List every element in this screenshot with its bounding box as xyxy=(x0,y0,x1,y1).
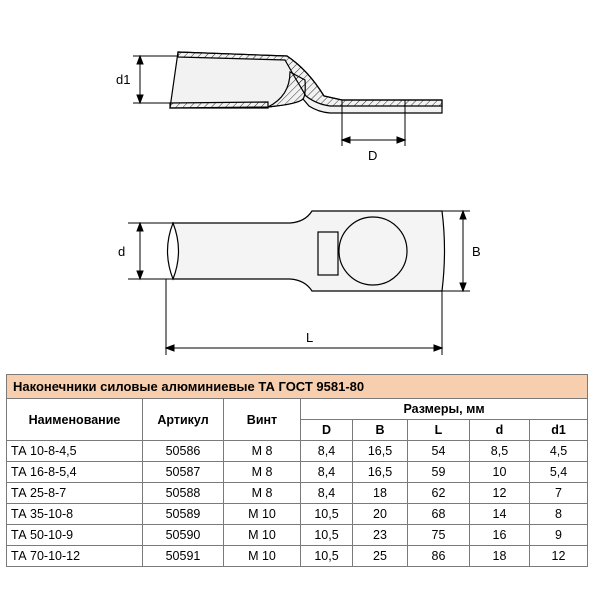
cell-article: 50587 xyxy=(143,462,224,483)
cell-name: ТА 16-8-5,4 xyxy=(7,462,143,483)
cell-b: 16,5 xyxy=(353,462,408,483)
cell-article: 50590 xyxy=(143,525,224,546)
cell-d1: 12 xyxy=(530,546,588,567)
cell-d1: 9 xyxy=(530,525,588,546)
table-row xyxy=(7,504,588,525)
table-row xyxy=(7,483,588,504)
header-d: d xyxy=(470,420,530,441)
cell-article: 50591 xyxy=(143,546,224,567)
header-article: Артикул xyxy=(143,399,224,441)
label-d1: d1 xyxy=(116,72,131,87)
cell-name: ТА 10-8-4,5 xyxy=(7,441,143,462)
cell-screw: М 10 xyxy=(224,525,301,546)
cell-article: 50586 xyxy=(143,441,224,462)
cell-l: 62 xyxy=(408,483,470,504)
cell-d: 10 xyxy=(470,462,530,483)
cell-d: 10,5 xyxy=(301,546,353,567)
top-plan-view xyxy=(168,211,445,291)
cell-l: 54 xyxy=(408,441,470,462)
table-body xyxy=(7,441,588,567)
cell-name: ТА 50-10-9 xyxy=(7,525,143,546)
table-title: Наконечники силовые алюминиевые ТА ГОСТ 9581-80 xyxy=(7,375,588,399)
cell-article: 50588 xyxy=(143,483,224,504)
table-row xyxy=(7,462,588,483)
cell-l: 75 xyxy=(408,525,470,546)
cell-screw: М 8 xyxy=(224,462,301,483)
cell-l: 86 xyxy=(408,546,470,567)
header-d1: d1 xyxy=(530,420,588,441)
cell-l: 68 xyxy=(408,504,470,525)
cell-name: ТА 35-10-8 xyxy=(7,504,143,525)
table-row xyxy=(7,525,588,546)
cell-name: ТА 25-8-7 xyxy=(7,483,143,504)
cell-d: 18 xyxy=(470,546,530,567)
dimension-d xyxy=(128,223,173,279)
cell-d: 10,5 xyxy=(301,504,353,525)
header-name: Наименование xyxy=(7,399,143,441)
header-screw: Винт xyxy=(224,399,301,441)
specification-table xyxy=(6,374,588,567)
cell-d: 14 xyxy=(470,504,530,525)
cell-screw: М 8 xyxy=(224,441,301,462)
cell-d: 8,4 xyxy=(301,462,353,483)
table-row xyxy=(7,546,588,567)
header-B: B xyxy=(353,420,408,441)
table-row xyxy=(7,441,588,462)
cell-screw: М 10 xyxy=(224,504,301,525)
cell-l: 59 xyxy=(408,462,470,483)
cell-d1: 7 xyxy=(530,483,588,504)
header-L: L xyxy=(408,420,470,441)
cell-d: 16 xyxy=(470,525,530,546)
header-sizes: Размеры, мм xyxy=(301,399,588,420)
label-B: B xyxy=(472,244,481,259)
cell-d1: 5,4 xyxy=(530,462,588,483)
cell-name: ТА 70-10-12 xyxy=(7,546,143,567)
cell-screw: М 10 xyxy=(224,546,301,567)
cell-article: 50589 xyxy=(143,504,224,525)
side-section-view xyxy=(170,52,442,113)
dimension-B xyxy=(442,211,470,291)
cell-b: 23 xyxy=(353,525,408,546)
cell-b: 18 xyxy=(353,483,408,504)
cell-b: 20 xyxy=(353,504,408,525)
cell-d: 8,4 xyxy=(301,441,353,462)
cell-d: 8,5 xyxy=(470,441,530,462)
header-D: D xyxy=(301,420,353,441)
label-d: d xyxy=(118,244,126,259)
dimension-D xyxy=(342,113,405,146)
cell-screw: М 8 xyxy=(224,483,301,504)
cell-d: 10,5 xyxy=(301,525,353,546)
cell-d: 8,4 xyxy=(301,483,353,504)
cell-d1: 8 xyxy=(530,504,588,525)
label-D: D xyxy=(368,148,378,163)
label-L: L xyxy=(306,330,314,345)
cell-d: 12 xyxy=(470,483,530,504)
cell-b: 25 xyxy=(353,546,408,567)
cell-b: 16,5 xyxy=(353,441,408,462)
cell-d1: 4,5 xyxy=(530,441,588,462)
